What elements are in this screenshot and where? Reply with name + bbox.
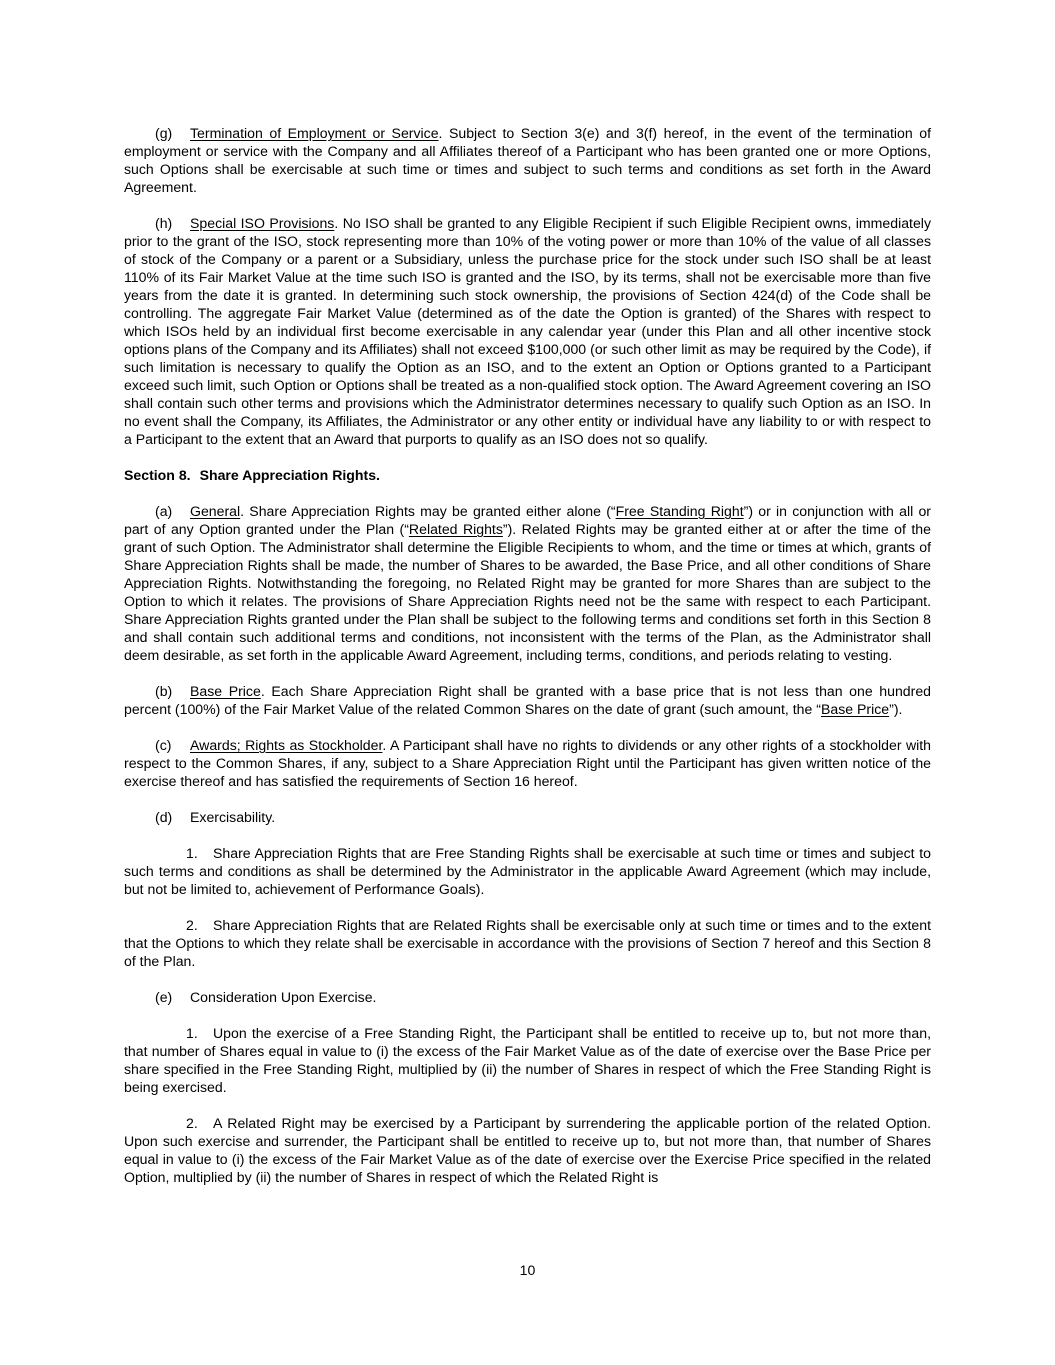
paragraph-text: . Each Share Appreciation Right shall be granted with a base price that is not less than one hundred percent (100%) of the Fair Market Value of the related Common Shares on the date of grant (such amount, the “ (124, 683, 931, 717)
paragraph-text: ”) or in conjunction with all or part of any Option granted under the Plan (“ (124, 503, 931, 537)
subparagraph-8e-2 (124, 1114, 931, 1186)
paragraph-body: . Subject to Section 3(e) and 3(f) hereof, in the event of the termination of employment or service with the Company and all Affiliates thereof of a Participant who has been granted one or more Options, such Options shall be exercisable at such time or times and subject to such terms and conditions as set forth in the Award Agreement. (124, 125, 931, 195)
defined-term: Related Rights (408, 521, 503, 537)
paragraph-label: (b) (155, 683, 173, 699)
paragraph-title: Consideration Upon Exercise. (190, 989, 377, 1005)
section-number: Section 8. (124, 467, 191, 483)
section-title: Share Appreciation Rights. (199, 467, 380, 483)
document-page (124, 124, 931, 1204)
paragraph-h (124, 214, 931, 448)
paragraph-title: Special ISO Provisions (190, 215, 335, 231)
subparagraph-8d-2 (124, 916, 931, 970)
paragraph-label: (c) (155, 737, 172, 753)
subparagraph-number: 1. (186, 1025, 198, 1041)
paragraph-label: (e) (155, 989, 173, 1005)
paragraph-label: (d) (155, 809, 173, 825)
subparagraph-number: 2. (186, 1115, 198, 1131)
subparagraph-number: 2. (186, 917, 198, 933)
paragraph-8b (124, 682, 931, 718)
paragraph-text: ”). (889, 701, 903, 717)
defined-term: Base Price (820, 701, 890, 717)
subparagraph-text: Share Appreciation Rights that are Free Standing Rights shall be exercisable at such time or times and subject to such terms and conditions as shall be determined by the Administrator in the applicable Award Agreement (which may include, but not be limited to, achievement of Performance Goals). (124, 845, 931, 897)
paragraph-text: . Share Appreciation Rights may be granted either alone (“ (240, 503, 616, 519)
paragraph-8c (124, 736, 931, 790)
page-number: 10 (519, 1262, 536, 1278)
paragraph-g (124, 124, 931, 196)
paragraph-label: (g) (155, 125, 173, 141)
section-8-heading (124, 466, 931, 484)
paragraph-label: (a) (155, 503, 173, 519)
paragraph-title: Base Price (190, 683, 261, 699)
subparagraph-8d-1 (124, 844, 931, 898)
paragraph-label: (h) (155, 215, 173, 231)
subparagraph-text: A Related Right may be exercised by a Participant by surrendering the applicable portion of the related Option. Upon such exercise and surrender, the Participant shall be entitled to receive up to, but not more than, that number of Shares equal in value to (i) the excess of the Fair Market Value as of the date of exercise over the Exercise Price specified in the related Option, multiplied by (ii) the number of Shares in respect of which the Related Right is (124, 1115, 931, 1185)
paragraph-title: General (190, 503, 241, 519)
paragraph-body: . A Participant shall have no rights to dividends or any other rights of a stockholder with respect to the Common Shares, if any, subject to a Share Appreciation Right until the Participant has given written notice of the exercise thereof and has satisfied the requirements of Section 16 hereof. (124, 737, 932, 789)
paragraph-8d (124, 808, 931, 826)
paragraph-8a (124, 502, 931, 664)
paragraph-title: Exercisability. (190, 809, 276, 825)
paragraph-text: ”). Related Rights may be granted either at or after the time of the grant of such Option. The Administrator shall determine the Eligible Recipients to whom, and the time or times at which, grants of Share Appreciation Rights shall be made, the number of Shares to be awarded, the Base Price, and all other conditions of Share Appreciation Rights. Notwithstanding the foregoing, no Related Right may be granted for more Shares than are subject to the Option to which it relates. The provisions of Share Appreciation Rights need not be the same with respect to each Participant. Share Appreciation Rights granted under the Plan shall be subject to the following terms and conditions set forth in this Section 8 and shall contain such additional terms and conditions, not inconsistent with the terms of the Plan, as the Administrator shall deem desirable, as set forth in the applicable Award Agreement, including terms, conditions, and periods relating to vesting. (124, 521, 931, 663)
defined-term: Free Standing Right (615, 503, 744, 519)
subparagraph-text: Upon the exercise of a Free Standing Right, the Participant shall be entitled to receive up to, but not more than, that number of Shares equal in value to (i) the excess of the Fair Market Value as of the date of exercise over the Base Price per share specified in the Free Standing Right, multiplied by (ii) the number of Shares in respect of which the Free Standing Right is being exercised. (124, 1025, 931, 1095)
subparagraph-8e-1 (124, 1024, 931, 1096)
paragraph-title: Termination of Employment or Service (190, 125, 439, 141)
paragraph-8e (124, 988, 931, 1006)
paragraph-title: Awards; Rights as Stockholder (190, 737, 383, 753)
subparagraph-number: 1. (186, 845, 198, 861)
paragraph-body: . No ISO shall be granted to any Eligible Recipient if such Eligible Recipient owns, immediately prior to the grant of the ISO, stock representing more than 10% of the voting power or more than 10% of the value of all classes of stock of the Company or a parent or a Subsidiary, unless the purchase price for the stock under such ISO shall be at least 110% of its Fair Market Value at the time such ISO is granted and the ISO, by its terms, shall not be exercisable more than five years from the date it is granted. In determining such stock ownership, the provisions of Section 424(d) of the Code shall be controlling. The aggregate Fair Market Value (determined as of the date the Option is granted) of the Shares with respect to which ISOs held by an individual first become exercisable in any calendar year (under this Plan and all other incentive stock options plans of the Company and its Affiliates) shall not exceed $100,000 (or such other limit as may be required by the Code), if such limitation is necessary to qualify the Option as an ISO, and to the extent an Option or Options granted to a Participant exceed such limit, such Option or Options shall be treated as a non-qualified stock option. The Award Agreement covering an ISO shall contain such other terms and provisions which the Administrator determines necessary to qualify such Option as an ISO. In no event shall the Company, its Affiliates, the Administrator or any other entity or individual have any liability to or with respect to a Participant to the extent that an Award that purports to qualify as an ISO does not so qualify. (124, 215, 931, 447)
subparagraph-text: Share Appreciation Rights that are Related Rights shall be exercisable only at such time or times and to the extent that the Options to which they relate shall be exercisable in accordance with the provisions of Section 7 hereof and this Section 8 of the Plan. (124, 917, 931, 969)
